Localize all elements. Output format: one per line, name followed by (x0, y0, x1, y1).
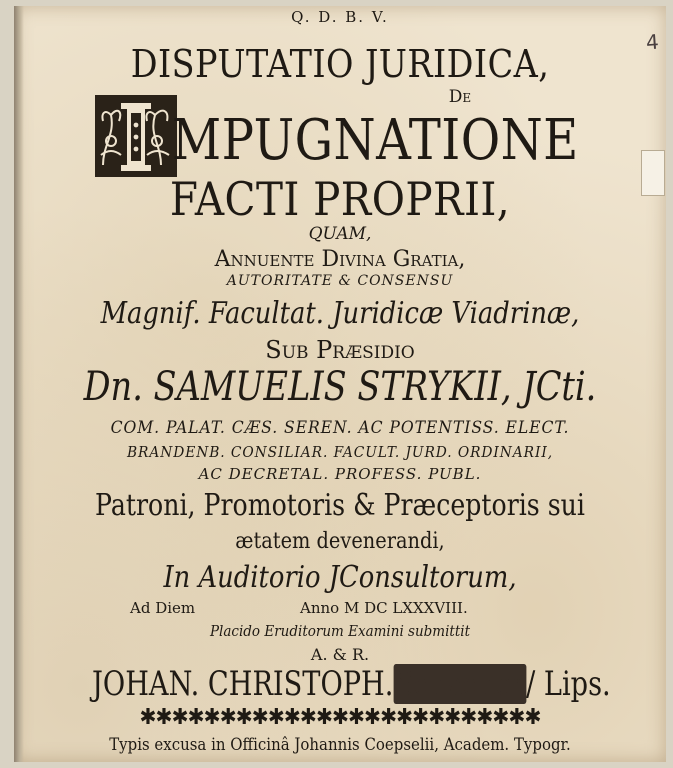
ad-diem: Ad Diem (130, 599, 196, 617)
aetatem-line: ætatem devenerandi, (235, 529, 445, 554)
paper-tab (641, 150, 665, 196)
placido-line: Placido Eruditorum Examini submittit (209, 622, 471, 640)
respondent-place: / Lips. (526, 664, 611, 704)
praeses-name: Dn. SAMUELIS STRYKII, JCti. (83, 364, 597, 410)
praeses-titles-2: BRANDENB. CONSILIAR. FACULT. JURD. ORDINARII, (126, 443, 554, 461)
auctor-respondens: A. & R. (310, 645, 370, 664)
title-line-3: FACTI PROPRII, (169, 172, 511, 226)
date-line (30, 599, 650, 617)
praeses-titles-3: AC DECRETAL. PROFESS. PUBL. (198, 465, 482, 483)
binding-edge (14, 6, 24, 762)
respondent-surname-struck: Schacher (395, 664, 525, 704)
title-de: De (448, 87, 472, 107)
title-line-1: DISPUTATIO JURIDICA, (130, 42, 550, 86)
patroni-line: Patroni, Promotoris & Præceptoris sui (95, 488, 585, 523)
ornament-rule: ✱✱✱✱✱✱✱✱✱✱✱✱✱✱✱✱✱✱✱✱✱✱✱✱✱ (139, 705, 541, 730)
anno: Anno M DC LXXXVIII. (300, 599, 468, 617)
motto: Q. D. B. V. (291, 8, 389, 26)
pencil-annotation: 4 (645, 29, 660, 55)
quam: QUAM, (308, 224, 372, 244)
auctoritate: AUTORITATE & CONSENSU (226, 273, 454, 289)
respondent-first: JOHAN. CHRISTOPH. (92, 664, 394, 704)
annuente: Annuente Divina Gratia, (214, 247, 466, 272)
facultas-line: Magnif. Facultat. Juridicæ Viadrinæ, (100, 296, 580, 331)
respondent-line (92, 664, 611, 704)
auditorio-line: In Auditorio JConsultorum, (163, 560, 517, 595)
sub-praesidio: Sub Præsidio (265, 336, 415, 364)
praeses-titles-1: COM. PALAT. CÆS. SEREN. AC POTENTISS. ELECT. (110, 418, 570, 438)
imprint: Typis excusa in Officinâ Johannis Coepselii, Academ. Typogr. (109, 735, 571, 755)
title-line-2: MPUGNATIONE (171, 108, 579, 173)
